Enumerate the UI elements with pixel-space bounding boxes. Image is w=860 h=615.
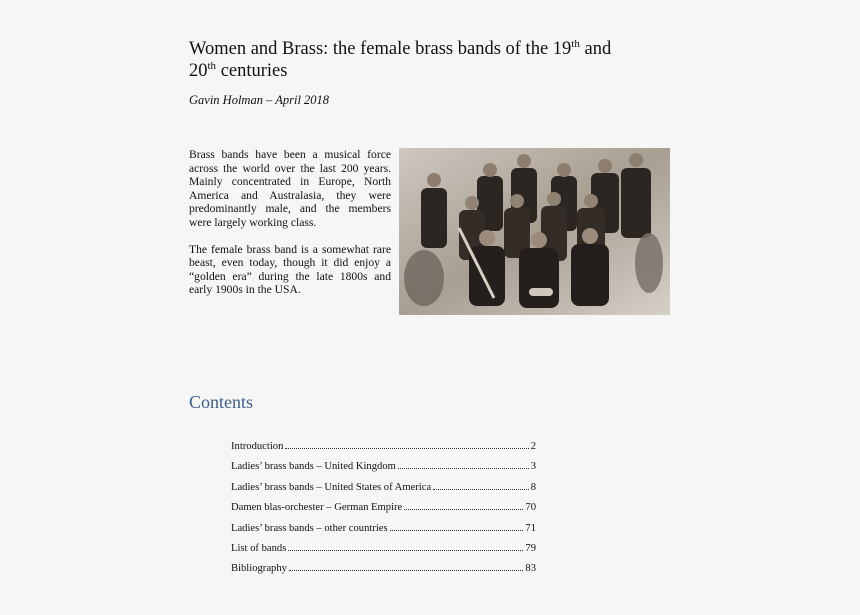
toc-entry-page: 2 xyxy=(530,441,536,452)
title-line2-end: centuries xyxy=(216,61,288,81)
toc-dot-leader xyxy=(390,521,524,531)
title-superscript-1: th xyxy=(571,37,580,50)
toc-dot-leader xyxy=(398,459,529,469)
toc-entry-page: 83 xyxy=(525,563,536,575)
toc-entry-page: 79 xyxy=(525,542,536,554)
band-photo-image xyxy=(399,148,670,315)
toc-dot-leader xyxy=(285,439,528,449)
byline: Gavin Holman – April 2018 xyxy=(189,93,330,107)
toc-entry-page: 3 xyxy=(530,461,536,473)
toc-entry[interactable] xyxy=(231,439,536,459)
table-of-contents xyxy=(231,439,536,582)
toc-entry[interactable] xyxy=(231,541,536,561)
toc-entry-label: Ladies’ brass bands – United Kingdom xyxy=(231,461,396,473)
toc-entry-page: 71 xyxy=(525,522,536,534)
toc-entry[interactable] xyxy=(231,561,536,581)
toc-entry[interactable] xyxy=(231,500,536,520)
title-and: and xyxy=(579,39,612,59)
toc-entry-label: List of bands xyxy=(231,542,287,554)
toc-dot-leader xyxy=(288,541,523,551)
band-photo xyxy=(399,148,670,315)
toc-entry-label: Ladies’ brass bands – United States of America xyxy=(231,481,432,493)
toc-entry-label: Ladies’ brass bands – other countries xyxy=(231,522,388,534)
intro-text xyxy=(189,148,391,310)
title-superscript-2: th xyxy=(207,59,217,72)
toc-entry[interactable] xyxy=(231,459,536,479)
contents-heading: Contents xyxy=(189,392,254,412)
toc-dot-leader xyxy=(433,480,529,490)
toc-entry[interactable] xyxy=(231,480,536,500)
toc-entry-label: Damen blas-orchester – German Empire xyxy=(231,502,403,514)
toc-entry-page: 8 xyxy=(530,481,536,493)
title-line2-start: 20 xyxy=(189,61,208,81)
intro-paragraph: The female brass band is a somewhat rare beast, even today, though it did enjoy a “golden era” during the late 1800s and early 1900s in the USA. xyxy=(189,242,391,297)
toc-dot-leader xyxy=(404,500,523,510)
document-title xyxy=(189,38,669,82)
toc-entry[interactable] xyxy=(231,521,536,541)
intro-paragraph: Brass bands have been a musical force across the world over the last 200 years. Mainly concentrated in Europe, North America and Australasia, they were predominantly male, and the members were largely working class. xyxy=(189,148,391,229)
toc-dot-leader xyxy=(289,561,523,571)
toc-entry-page: 70 xyxy=(525,502,536,514)
title-text: Women and Brass: the female brass bands of the 19 xyxy=(189,39,572,59)
toc-entry-label: Introduction xyxy=(231,441,284,452)
toc-entry-label: Bibliography xyxy=(231,563,287,575)
